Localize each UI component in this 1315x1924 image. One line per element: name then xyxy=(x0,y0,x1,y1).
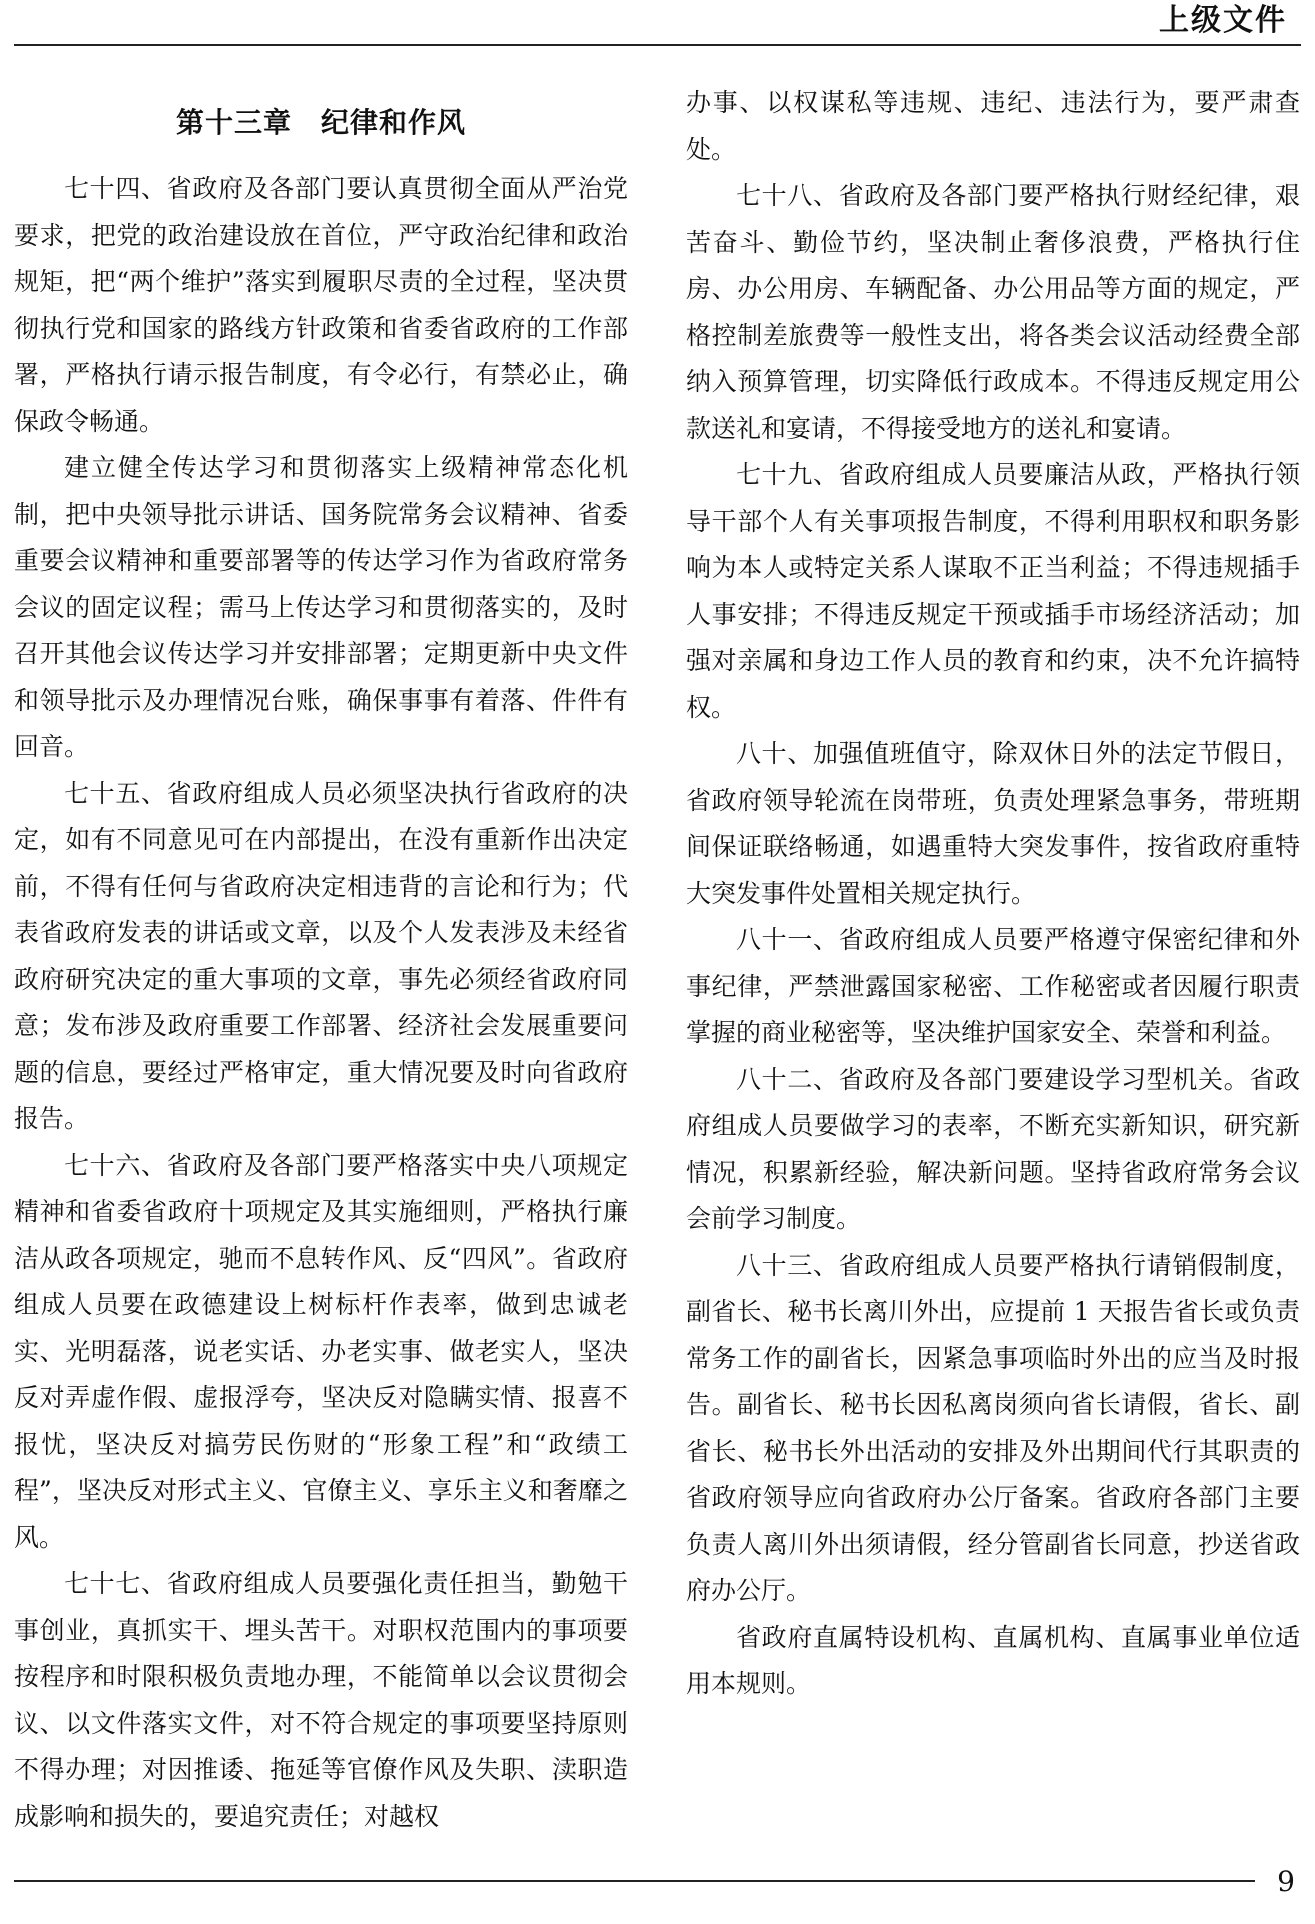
article-79: 七十九、省政府组成人员要廉洁从政，严格执行领导干部个人有关事项报告制度，不得利用职权和职务影响为本人或特定关系人谋取不正当利益；不得违规插手人事安排；不得违反规定干预或插手市场经济活动；加强对亲属和身边工作人员的教育和约束，决不允许搞特权。 xyxy=(686,460,1300,722)
chapter-title: 第十三章 纪律和作风 xyxy=(175,106,466,139)
page-number: 9 xyxy=(1277,1865,1295,1898)
header-divider xyxy=(14,44,1301,46)
article-82: 八十二、省政府及各部门要建设学习型机关。省政府组成人员要做学习的表率，不断充实新知识，研究新情况，积累新经验，解决新问题。坚持省政府常务会议会前学习制度。 xyxy=(686,1064,1300,1233)
article-76: 七十六、省政府及各部门要严格落实中央八项规定精神和省委省政府十项规定及其实施细则，严格执行廉洁从政各项规定，驰而不息转作风、反“四风”。省政府组成人员要在政德建设上树标杆作表率，做到忠诚老实、光明磊落，说老实话、办老实事、做老实人，坚决反对弄虚作假、虚报浮夸，坚决反对隐瞒实情、报喜不报忧，坚决反对搞劳民伤财的“形象工程”和“政绩工程”，坚决反对形式主义、官僚主义、享乐主义和奢靡之风。 xyxy=(14,1150,628,1552)
article-74: 七十四、省政府及各部门要认真贯彻全面从严治党要求，把党的政治建设放在首位，严守政治纪律和政治规矩，把“两个维护”落实到履职尽责的全过程，坚决贯彻执行党和国家的路线方针政策和省委省政府的工作部署，严格执行请示报告制度，有令必行，有禁必止，确保政令畅通。 xyxy=(14,174,628,436)
right-column xyxy=(686,80,1300,1708)
section-header-label: 上级文件 xyxy=(1159,3,1287,38)
footer-divider xyxy=(14,1880,1255,1882)
article-80: 八十、加强值班值守，除双休日外的法定节假日，省政府领导轮流在岗带班，负责处理紧急事务，带班期间保证联络畅通，如遇重特大突发事件，按省政府重特大突发事件处置相关规定执行。 xyxy=(686,739,1300,908)
article-81: 八十一、省政府组成人员要严格遵守保密纪律和外事纪律，严禁泄露国家秘密、工作秘密或者因履行职责掌握的商业秘密等，坚决维护国家安全、荣誉和利益。 xyxy=(686,925,1300,1047)
article-83: 八十三、省政府组成人员要严格执行请销假制度，副省长、秘书长离川外出，应提前 1 天报告省长或负责常务工作的副省长，因紧急事项临时外出的应当及时报告。副省长、秘书长因私离岗须向省长请假，省长、副省长、秘书长外出活动的安排及外出期间代行其职责的省政府领导应向省政府办公厅备案。省政府各部门主要负责人离川外出须请假，经分管副省长同意，抄送省政府办公厅。 xyxy=(686,1250,1300,1605)
article-77: 七十七、省政府组成人员要强化责任担当，勤勉干事创业，真抓实干、埋头苦干。对职权范围内的事项要按程序和时限积极负责地办理，不能简单以会议贯彻会议、以文件落实文件，对不符合规定的事项要坚持原则不得办理；对因推诿、拖延等官僚作风及失职、渎职造成影响和损失的，要追究责任；对越权 xyxy=(14,1569,628,1831)
article-78: 七十八、省政府及各部门要严格执行财经纪律，艰苦奋斗、勤俭节约，坚决制止奢侈浪费，严格执行住房、办公用房、车辆配备、办公用品等方面的规定，严格控制差旅费等一般性支出，将各类会议活动经费全部纳入预算管理，切实降低行政成本。不得违反规定用公款送礼和宴请，不得接受地方的送礼和宴请。 xyxy=(686,181,1300,443)
applicability-clause: 省政府直属特设机构、直属机构、直属事业单位适用本规则。 xyxy=(686,1622,1300,1698)
article-74-continued: 建立健全传达学习和贯彻落实上级精神常态化机制，把中央领导批示讲话、国务院常务会议精神、省委重要会议精神和重要部署等的传达学习作为省政府常务会议的固定议程；需马上传达学习和贯彻落实的，及时召开其他会议传达学习并安排部署；定期更新中央文件和领导批示及办理情况台账，确保事事有着落、件件有回音。 xyxy=(14,453,628,761)
article-75: 七十五、省政府组成人员必须坚决执行省政府的决定，如有不同意见可在内部提出，在没有重新作出决定前，不得有任何与省政府决定相违背的言论和行为；代表省政府发表的讲话或文章，以及个人发表涉及未经省政府研究决定的重大事项的文章，事先必须经省政府同意；发布涉及政府重要工作部署、经济社会发展重要问题的信息，要经过严格审定，重大情况要及时向省政府报告。 xyxy=(14,778,628,1133)
left-column xyxy=(14,80,628,1840)
article-77-continuation: 办事、以权谋私等违规、违纪、违法行为，要严肃查处。 xyxy=(686,88,1300,164)
